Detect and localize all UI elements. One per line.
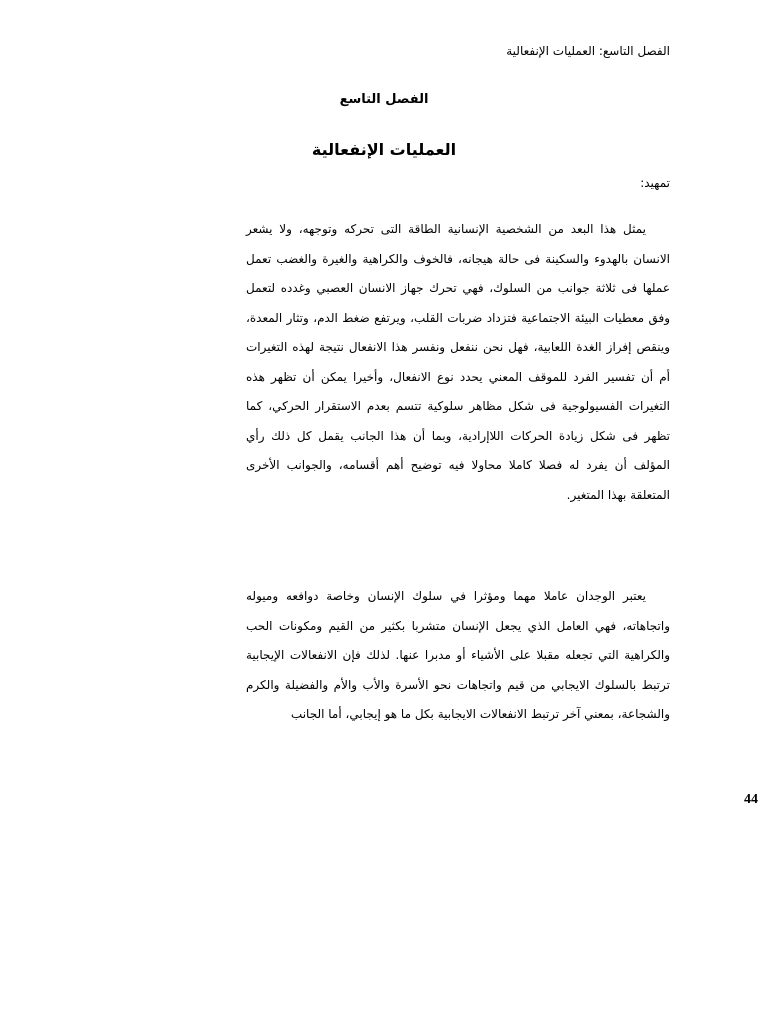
page-number: 44 bbox=[744, 792, 758, 807]
running-header: الفصل التاسع: العمليات الإنفعالية bbox=[506, 44, 670, 58]
chapter-title: العمليات الإنفعالية bbox=[311, 140, 457, 159]
chapter-number: الفصل التاسع bbox=[339, 92, 429, 107]
section-intro-label: تمهيد: bbox=[640, 176, 670, 190]
body-paragraph-2: يعتبر الوجدان عاملا مهما ومؤثرا في سلوك الإنسان وخاصة دوافعه وميوله واتجاهاته، فهي العامل الذي يجعل الإنسان متشربا بكثير من القيم ومكونات الحب والكراهية التي تجعله مقبلا على الأشياء أو مدبرا عنها. لذلك فإن الانفعالات الإيجابية ترتبط بالسلوك الايجابي من قيم واتجاهات نحو الأسرة والأب والأم والفضيلة والكرم والشجاعة، بمعني آخر ترتبط الانفعالات الايجابية بكل ما هو إيجابي، أما الجانب bbox=[246, 589, 670, 721]
body-paragraph-1: يمثل هذا البعد من الشخصية الإنسانية الطاقة التى تحركه وتوجهه، ولا يشعر الانسان بالهدوء والسكينة فى حالة هيجانه، فالخوف والكراهية والغيرة والغضب تعمل عملها فى ثلاثة جوانب من السلوك، فهي تحرك جهاز الانسان العصبي وغدده لتعمل وفق معطيات البيئة الاجتماعية فتزداد ضربات القلب، ويرتفع ضغط الدم، وتثار المعدة، وينقص إفراز الغدة اللعابية، فهل نحن ننفعل ونفسر هذا الانفعال نتيجة لهذه التغيرات أم أن تفسير الفرد للموقف المعني يحدد نوع الانفعال، وأخيرا يمكن أن تظهر هذه التغيرات الفسيولوجية فى شكل مظاهر سلوكية تتسم بعدم الاستقرار الحركي، كما تظهر فى شكل زيادة الحركات اللاإرادية، وبما أن هذا الجانب يقمل كل ذلك رأي المؤلف أن يفرد له فصلا كاملا محاولا فيه توضيح أهم أقسامه، والجوانب الأخرى المتعلقة بهذا المتغير. bbox=[246, 222, 670, 502]
